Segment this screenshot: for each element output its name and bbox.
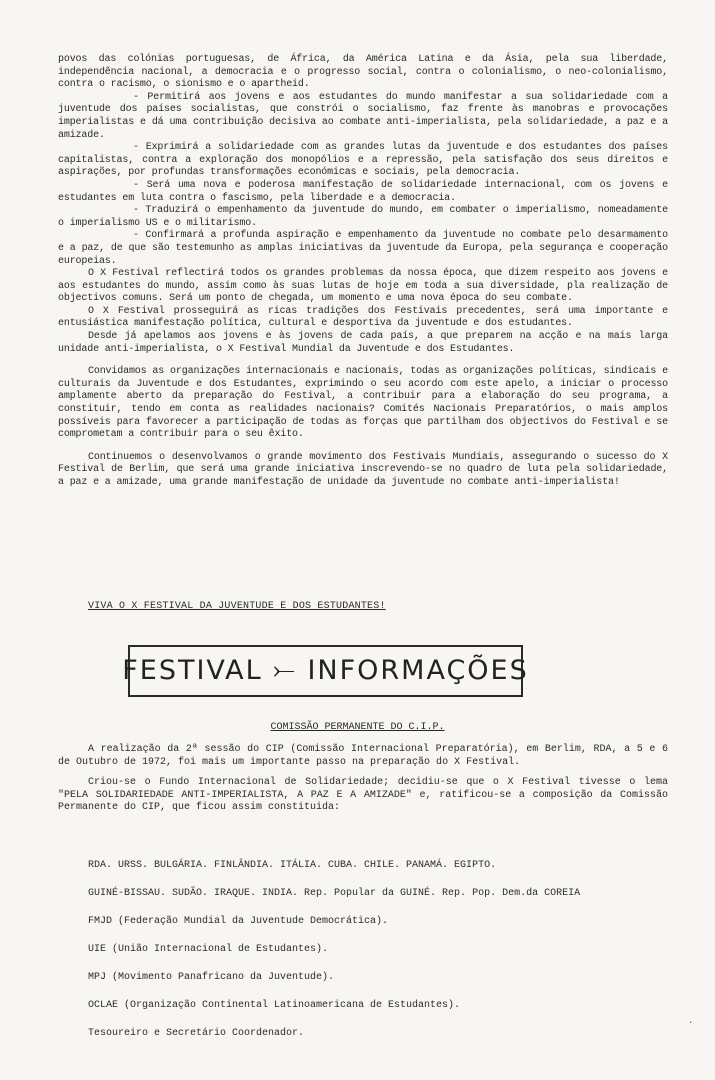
list-item: GUINÉ-BISSAU. SUDÃO. IRAQUE. INDIA. Rep. Popular da GUINÉ. Rep. Pop. Dem.da COREIA <box>88 888 581 899</box>
appeal-paragraph: O X Festival prosseguirá as ricas tradições dos Festivais precedentes, será uma importante e entusiástica manifestação política, cultural e desportiva da juventude e dos estudantes. <box>58 305 668 330</box>
banner-title: FESTIVAL ⤚ INFORMAÇÕES <box>122 655 529 686</box>
appeal-paragraph: - Traduzirá o empenhamento da juventude do mundo, em combater o imperialismo, nomeadamente o imperialismo US e o militarismo. <box>58 205 668 229</box>
appeal-paragraph: Desde já apelamos aos jovens e às jovens de cada país, a que preparem na acção e na mais larga unidade anti-imperialista, o X Festival Mundial da Juventude e dos Estudantes. <box>58 331 668 355</box>
list-item: OCLAE (Organização Continental Latinoamericana de Estudantes). <box>88 1000 461 1011</box>
appeal-paragraph: - Permitirá aos jovens e aos estudantes do mundo manifestar a sua solidariedade com a juventude dos países socialistas, que constrói o socialismo, faz frente às manobras e provocações imperialistas e dá uma contribuição decisiva ao combate anti-imperialista, pela solidariedade, a paz e a amizade. <box>58 91 668 141</box>
appeal-text <box>58 54 668 490</box>
cip-text <box>58 744 668 815</box>
cip-paragraph: A realização da 2ª sessão do CIP (Comissão Internacional Preparatória), em Berlim, RDA, a 5 e 6 de Outubro de 1972, foi mais um importante passo na preparação do X Festival. <box>58 744 668 768</box>
list-item: FMJD (Federação Mundial da Juventude Democrática). <box>88 916 389 927</box>
cip-paragraph: Criou-se o Fundo Internacional de Solidariedade; decidiu-se que o X Festival tivesse o lema "PELA SOLIDARIEDADE ANTI-IMPERIALISTA, A PAZ E A AMIZADE" e, ratificou-se a composição da Comissão Permanente do CIP, que ficou assim constituida: <box>58 777 668 814</box>
appeal-paragraph: - Confirmará a profunda aspiração e empenhamento da juventude no combate pelo desarmamento e a paz, de que são testemunho as amplas iniciativas da juventude da Europa, pela segurança e cooperação europeias. <box>58 230 668 267</box>
appeal-paragraph: O X Festival reflectirá todos os grandes problemas da nossa época, que dizem respeito aos jovens e aos estudantes do mundo, assim como às suas lutas de hoje em toda a sua diversidade, pla realização de objectivos comuns. Será um ponto de chegada, um momento e uma nova época do seu combate. <box>58 268 668 305</box>
section-title: COMISSÃO PERMANENTE DO C.I.P. <box>270 722 445 733</box>
appeal-paragraph: - Exprimirá a solidariedade com as grandes lutas da juventude e dos estudantes dos países capitalistas, contra a exploração dos monopólios e a repressão, pela satisfação dos seus direitos e aspirações, por profundas transformações económicas e sociais, pela democracia. <box>58 142 668 179</box>
festival-informacoes-banner <box>122 645 529 697</box>
commission-members-list <box>88 860 688 1056</box>
list-item: MPJ (Movimento Panafricano da Juventude). <box>88 972 335 983</box>
list-item: UIE (União Internacional de Estudantes). <box>88 944 329 955</box>
appeal-paragraph: Convidamos as organizações internacionais e nacionais, todas as organizações políticas, sindicais e culturais da Juventude e dos Estudantes, exprimindo o seu acordo com este apelo, a iniciar o processo amplamente aberto da preparação do Festival, a contribuir para a elaboração do seu programa, a constituir, tendo em conta as realidades nacionais? Comités Nacionais Preparatórios, o mais amplos possíveis para favorecer a participação de todas as forças que partilham dos objectivos do Festival e se comprometam a contribuir para o seu êxito. <box>58 366 668 441</box>
viva-slogan: VIVA O X FESTIVAL DA JUVENTUDE E DOS ESTUDANTES! <box>88 601 386 612</box>
list-item: RDA. URSS. BULGÁRIA. FINLÂNDIA. ITÁLIA. CUBA. CHILE. PANAMÁ. EGIPTO. <box>88 860 497 871</box>
appeal-paragraph: povos das colónias portuguesas, de África, da América Latina e da Ásia, pela sua liberdade, independência nacional, a democracia e o progresso social, contra o colonialismo, o neo-colonialismo, contra o racismo, o sionismo e o apartheid. <box>58 54 668 91</box>
appeal-paragraph: Continuemos o desenvolvamos o grande movimento dos Festivais Mundiais, assegurando o sucesso do X Festival de Berlim, que será uma grande iniciativa inscrevendo-se no quadro de luta pela solidariedade, a paz e a amizade, uma grande manifestação de unidade da juventude no combate anti-imperialista! <box>58 451 668 488</box>
margin-mark: · <box>688 1018 694 1028</box>
list-item: Tesoureiro e Secretário Coordenador. <box>88 1028 305 1039</box>
appeal-paragraph: - Será uma nova e poderosa manifestação de solidariedade internacional, com os jovens e estudantes em luta contra o fascismo, pela liberdade e a democracia. <box>58 179 668 204</box>
